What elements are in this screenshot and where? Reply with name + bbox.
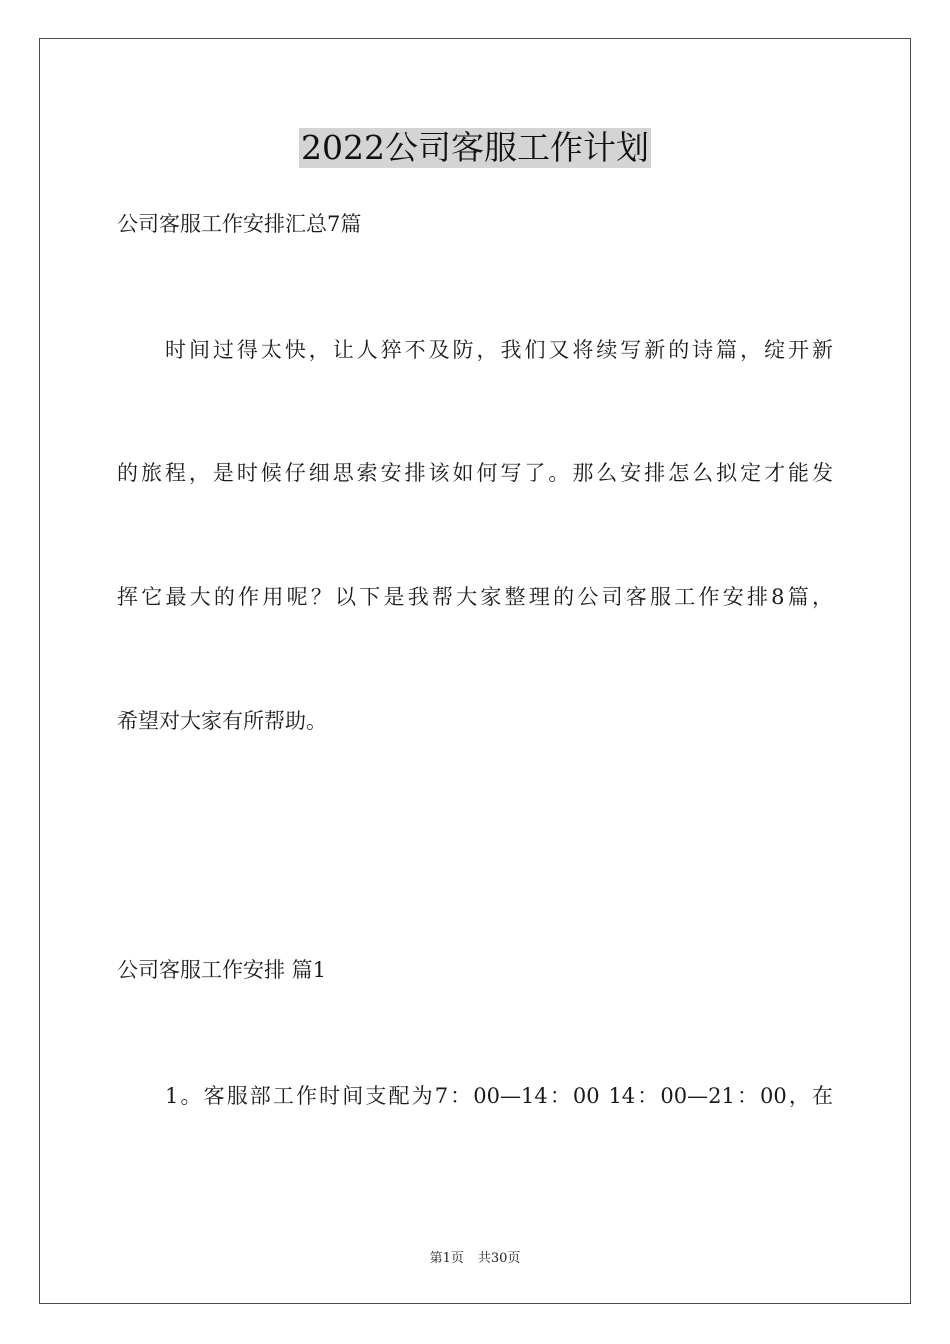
section-heading: 公司客服工作安排 篇1 xyxy=(117,958,327,982)
page-number: 第1页 xyxy=(429,1251,464,1266)
document-subtitle: 公司客服工作安排汇总7篇 xyxy=(117,212,362,236)
intro-line-4: 希望对大家有所帮助。 xyxy=(117,709,327,733)
intro-line-2: 的旅程，是时候仔细思索安排该如何写了。那么安排怎么拟定才能发 xyxy=(117,461,833,485)
intro-line-3: 挥它最大的作用呢？以下是我帮大家整理的公司客服工作安排8篇， xyxy=(117,585,833,609)
page-footer xyxy=(0,1247,950,1266)
intro-line-1: 时间过得太快，让人猝不及防，我们又将续写新的诗篇，绽开新 xyxy=(165,338,833,362)
document-title-text: 2022公司客服工作计划 xyxy=(301,128,649,167)
document-title xyxy=(0,128,950,168)
page-total: 共30页 xyxy=(477,1251,521,1266)
item-1-line: 1。客服部工作时间支配为7：00—14：00 14：00—21：00，在 xyxy=(165,1084,833,1108)
